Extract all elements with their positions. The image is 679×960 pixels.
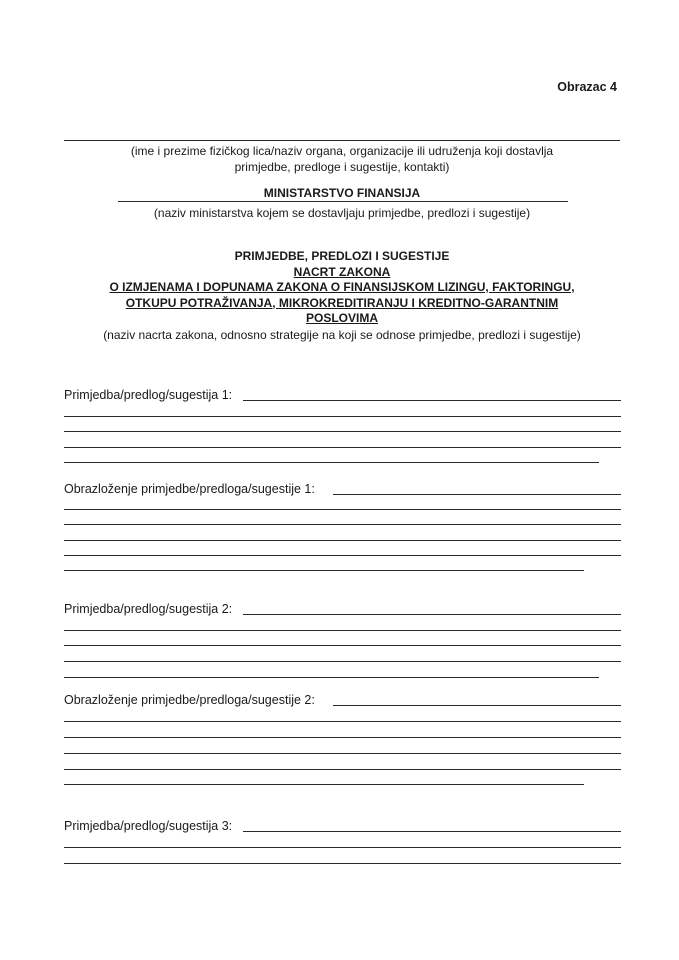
answer-line[interactable] — [64, 509, 621, 510]
section-label-1: Primjedba/predlog/sugestija 1: — [64, 388, 233, 402]
answer-line[interactable] — [64, 677, 599, 678]
title-line5: POSLOVIMA — [305, 311, 378, 325]
answer-line[interactable] — [64, 570, 584, 571]
ministry-caption: (naziv ministarstva kojem se dostavljaju primjedbe, predlozi i sugestije) — [153, 206, 531, 220]
answer-line[interactable] — [64, 721, 621, 722]
section-label-3: Primjedba/predlog/sugestija 2: — [64, 602, 233, 616]
document-title — [40, 249, 644, 343]
title-line1: PRIMJEDBE, PREDLOZI I SUGESTIJE — [234, 249, 450, 263]
answer-line[interactable] — [64, 661, 621, 662]
submitter-field-line[interactable] — [64, 140, 620, 141]
answer-line[interactable] — [64, 847, 621, 848]
answer-line[interactable] — [64, 645, 621, 646]
title-line2: NACRT ZAKONA — [293, 264, 391, 279]
answer-line[interactable] — [243, 614, 621, 615]
answer-line[interactable] — [243, 400, 621, 401]
answer-line[interactable] — [64, 416, 621, 417]
answer-line[interactable] — [64, 737, 621, 738]
answer-line[interactable] — [64, 769, 621, 770]
section-label-5: Primjedba/predlog/sugestija 3: — [64, 819, 233, 833]
answer-line[interactable] — [64, 555, 621, 556]
answer-line[interactable] — [64, 540, 621, 541]
answer-line[interactable] — [64, 863, 621, 864]
section-label-2: Obrazloženje primjedbe/predloga/sugestije 1: — [64, 482, 315, 496]
section-label-4: Obrazloženje primjedbe/predloga/sugestije 2: — [64, 693, 315, 707]
answer-line[interactable] — [243, 831, 621, 832]
answer-line[interactable] — [64, 524, 621, 525]
title-caption: (naziv nacrta zakona, odnosno strategije na koji se odnose primjedbe, predlozi i sugestije) — [103, 327, 581, 342]
submitter-caption-line1: (ime i prezime fizičkog lica/naziv organa, organizacije ili udruženja koji dostavlja — [130, 144, 554, 158]
answer-line[interactable] — [333, 494, 621, 495]
answer-line[interactable] — [64, 447, 621, 448]
title-line4: OTKUPU POTRAŽIVANJA, MIKROKREDITIRANJU I KREDITNO-GARANTNIM — [125, 295, 559, 310]
title-line3: O IZMJENAMA I DOPUNAMA ZAKONA O FINANSIJSKOM LIZINGU, FAKTORINGU, — [109, 280, 575, 294]
answer-line[interactable] — [64, 630, 621, 631]
answer-line[interactable] — [64, 431, 621, 432]
submitter-caption-line2: primjedbe, predloge i sugestije, kontakti) — [234, 160, 450, 174]
answer-line[interactable] — [64, 462, 599, 463]
ministry-name: MINISTARSTVO FINANSIJA — [263, 186, 421, 200]
answer-line[interactable] — [64, 753, 621, 754]
submitter-caption — [64, 143, 620, 175]
answer-line[interactable] — [333, 705, 621, 706]
ministry-field-line — [118, 201, 568, 202]
answer-line[interactable] — [64, 784, 584, 785]
form-number: Obrazac 4 — [557, 80, 617, 94]
